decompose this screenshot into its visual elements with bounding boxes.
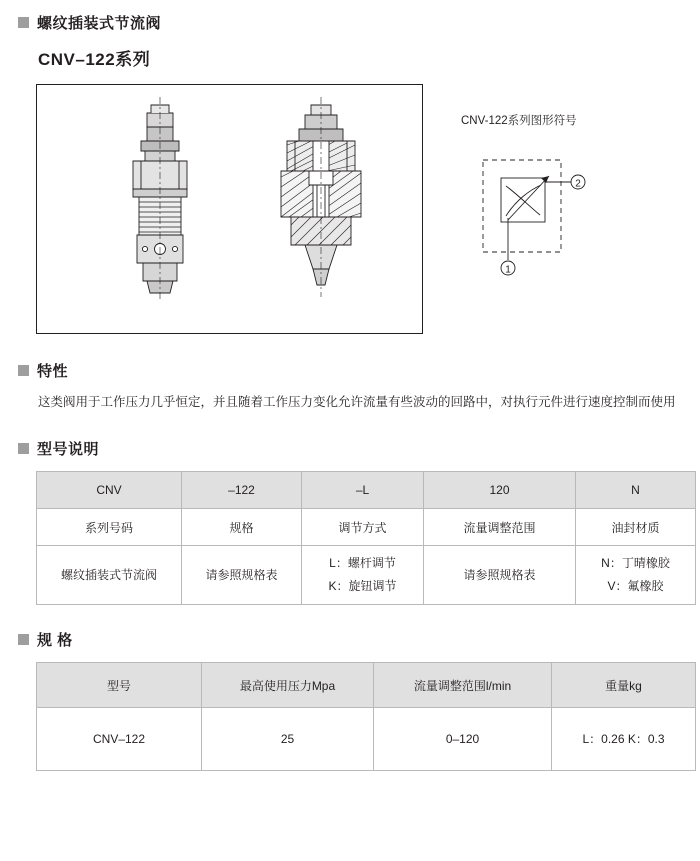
model-heading-text: 型号说明 [37, 441, 100, 459]
model-code-detail [37, 546, 182, 605]
model-adjust-label: 调节方式 [302, 509, 424, 546]
model-section [18, 438, 682, 605]
page-title-text: 螺纹插装式节流阀 [37, 15, 162, 32]
model-seal-detail [576, 546, 696, 605]
spec-value-flow: 0–120 [374, 708, 552, 771]
detail-line: V：氟橡胶 [607, 579, 664, 594]
svg-text:2: 2 [575, 178, 581, 190]
spec-header-model: 型号 [37, 663, 202, 708]
model-size-detail [182, 546, 302, 605]
square-bullet-icon [18, 365, 29, 376]
features-section [18, 360, 682, 414]
detail-line: 请参照规格表 [463, 567, 536, 582]
table-row [37, 663, 696, 708]
spec-value-pressure: 25 [202, 708, 374, 771]
model-flow-cell: 120 [424, 472, 576, 509]
square-bullet-icon [18, 443, 29, 454]
spec-section [18, 629, 682, 771]
detail-line: K：旋钮调节 [328, 579, 397, 594]
model-flow-detail [424, 546, 576, 605]
model-adjust-detail [302, 546, 424, 605]
detail-line: 请参照规格表 [205, 567, 278, 582]
table-row [37, 509, 696, 546]
table-row [37, 546, 696, 605]
model-seal-cell: N [576, 472, 696, 509]
detail-line: L：螺杆调节 [329, 556, 396, 571]
model-table [36, 471, 696, 605]
symbol-caption: CNV-122系列图形符号 [461, 115, 577, 127]
spec-table [36, 662, 696, 771]
model-code-cell: CNV [37, 472, 182, 509]
series-subtitle: CNV–122系列 [38, 50, 151, 69]
weight-line: K：0.3 [627, 731, 665, 746]
detail-line: N：丁晴橡胶 [601, 556, 670, 571]
spec-value-weight [552, 708, 696, 771]
spec-header-pressure: 最高使用压力Mpa [202, 663, 374, 708]
symbol-diagram-wrap [475, 142, 605, 297]
model-heading [18, 438, 682, 459]
features-heading [18, 360, 682, 381]
spec-heading-text: 规 格 [37, 632, 73, 650]
spec-header-weight: 重量kg [552, 663, 696, 708]
product-drawing-box [36, 84, 423, 334]
page-title [18, 0, 682, 33]
spec-value-model: CNV–122 [37, 708, 202, 771]
model-flow-label: 流量调整范围 [424, 509, 576, 546]
product-drawing [37, 85, 420, 331]
model-seal-label: 油封材质 [576, 509, 696, 546]
figure-section [18, 84, 682, 334]
table-row [37, 708, 696, 771]
model-size-label: 规格 [182, 509, 302, 546]
model-code-label: 系列号码 [37, 509, 182, 546]
detail-line: 螺纹插装式节流阀 [60, 567, 157, 582]
spec-header-flow: 流量调整范围l/min [374, 663, 552, 708]
features-body: 这类阀用于工作压力几乎恒定，并且随着工作压力变化允许流量有些波动的回路中，对执行元件进行速度控制而使用 [38, 395, 676, 409]
table-row [37, 472, 696, 509]
hydraulic-symbol [475, 142, 605, 292]
spec-heading [18, 629, 682, 650]
svg-text:1: 1 [505, 264, 511, 276]
symbol-column [461, 84, 605, 297]
model-size-cell: –122 [182, 472, 302, 509]
square-bullet-icon [18, 634, 29, 645]
model-adjust-cell: –L [302, 472, 424, 509]
weight-line: L：0.26 [582, 731, 625, 746]
square-bullet-icon [18, 17, 29, 28]
features-heading-text: 特性 [37, 363, 69, 380]
